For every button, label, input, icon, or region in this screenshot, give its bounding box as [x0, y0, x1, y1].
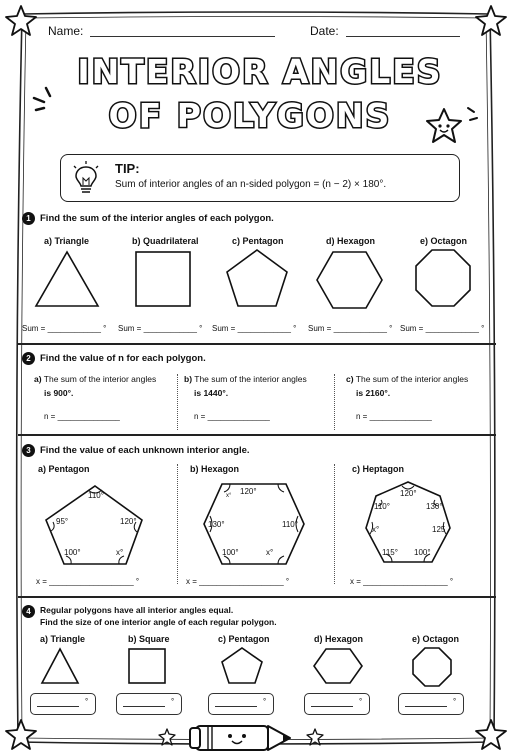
divider: [18, 596, 496, 598]
date-line: [346, 36, 460, 37]
star-icon: [4, 4, 38, 38]
answer-line: [123, 706, 165, 707]
angle-label: 120°: [120, 517, 137, 526]
question-number-badge: 1: [22, 212, 35, 225]
sparkle-icon: [466, 104, 482, 126]
degree-unit: °: [453, 697, 457, 706]
question-instruction-line2: Find the size of one interior angle of each regular polygon.: [40, 617, 277, 627]
question-instruction: Find the value of each unknown interior angle.: [40, 445, 250, 456]
angle-label: 100°: [414, 548, 431, 557]
q2-answer-a[interactable]: n = ______________: [44, 412, 120, 421]
answer-line: [215, 706, 257, 707]
dotted-divider: [177, 374, 178, 430]
smiling-star-icon: [424, 106, 464, 146]
angle-label: x°: [266, 548, 274, 557]
angle-label: 120°: [240, 487, 257, 496]
item-line2: is 2160°.: [356, 388, 391, 398]
q4-label-hexagon: d) Hexagon: [314, 634, 364, 644]
q2-answer-c[interactable]: n = ______________: [356, 412, 432, 421]
q4-label-square: b) Square: [128, 634, 170, 644]
q1-label-pentagon: c) Pentagon: [232, 236, 284, 246]
q4-answer-box-a[interactable]: [30, 693, 96, 715]
q4-label-octagon: e) Octagon: [412, 634, 460, 644]
q3-label-hexagon: b) Hexagon: [190, 464, 240, 474]
q1-answer-a[interactable]: Sum = ____________ °: [22, 324, 107, 333]
item-line2: is 900°.: [44, 388, 74, 398]
question-2: [0, 350, 512, 434]
q1-label-hexagon: d) Hexagon: [326, 236, 376, 246]
q2-item-c: [346, 374, 486, 421]
angle-label: 95°: [56, 517, 69, 526]
question-instruction-line1: Regular polygons have all interior angles equal.: [40, 605, 234, 615]
angle-label: x°: [116, 548, 124, 557]
degree-unit: °: [359, 697, 363, 706]
item-line1: The sum of the interior angles: [355, 374, 469, 384]
item-prefix: b): [184, 374, 193, 384]
answer-line: [37, 706, 79, 707]
name-label: Name:: [48, 24, 84, 38]
page-title-line2: OF POLYGONS: [108, 96, 392, 135]
angle-label: 110°: [374, 502, 390, 511]
q4-label-pentagon: c) Pentagon: [218, 634, 270, 644]
sparkle-icon: [28, 84, 52, 114]
q4-answer-box-e[interactable]: [398, 693, 464, 715]
question-instruction: Find the value of n for each polygon.: [40, 353, 206, 364]
q1-answer-b[interactable]: Sum = ____________ °: [118, 324, 203, 333]
square-shape: [136, 252, 190, 306]
item-prefix: c): [346, 374, 354, 384]
angle-label: 100°: [64, 548, 81, 557]
degree-unit: °: [171, 697, 175, 706]
square-shape: [129, 649, 165, 683]
angle-label: 130°: [426, 502, 443, 511]
question-instruction: Find the sum of the interior angles of each polygon.: [40, 213, 274, 224]
octagon-shape: [416, 250, 470, 306]
angle-label: 110°: [88, 491, 104, 500]
divider: [18, 434, 496, 436]
star-icon: [474, 4, 508, 38]
q1-answer-d[interactable]: Sum = ____________ °: [308, 324, 393, 333]
angle-label: 100°: [222, 548, 239, 557]
pentagon-shape: [222, 648, 262, 683]
name-field[interactable]: [48, 22, 278, 40]
answer-line: [405, 706, 447, 707]
answer-line: [311, 706, 353, 707]
triangle-shape: [42, 649, 78, 683]
star-icon: [158, 728, 176, 746]
item-prefix: a): [34, 374, 42, 384]
q2-item-b: [184, 374, 324, 421]
name-line: [90, 36, 275, 37]
q4-answer-box-d[interactable]: [304, 693, 370, 715]
q2-answer-b[interactable]: n = ______________: [194, 412, 270, 421]
star-icon: [4, 718, 38, 752]
divider: [18, 343, 496, 345]
item-line2: is 1440°.: [194, 388, 229, 398]
q1-answer-e[interactable]: Sum = ____________ °: [400, 324, 485, 333]
hexagon-shape: [317, 252, 382, 308]
angle-label: 130°: [208, 520, 225, 529]
angle-label: 120°: [400, 489, 417, 498]
q3-answer-b[interactable]: x = ___________________ °: [186, 577, 290, 586]
question-number-badge: 3: [22, 444, 35, 457]
degree-unit: °: [85, 697, 89, 706]
q3-answer-c[interactable]: x = ___________________ °: [350, 577, 454, 586]
q3-label-pentagon: a) Pentagon: [38, 464, 90, 474]
pentagon-shape: [227, 250, 287, 306]
q1-answer-c[interactable]: Sum = ____________ °: [212, 324, 297, 333]
q2-item-a: [34, 374, 174, 421]
item-line1: The sum of the interior angles: [43, 374, 157, 384]
question-4: [0, 603, 512, 721]
page-title-line1: INTERIOR ANGLES: [77, 52, 443, 91]
q1-label-quadrilateral: b) Quadrilateral: [132, 236, 199, 246]
question-3: [0, 442, 512, 592]
angle-label: x°: [372, 525, 380, 534]
pencil-icon: [186, 722, 296, 754]
question-number-badge: 4: [22, 605, 35, 618]
q1-label-triangle: a) Triangle: [44, 236, 90, 246]
tip-box: [60, 154, 460, 202]
q3-label-heptagon: c) Heptagon: [352, 464, 405, 474]
dotted-divider: [334, 374, 335, 430]
q3-shapes: [0, 442, 512, 592]
q4-label-triangle: a) Triangle: [40, 634, 86, 644]
angle-label: 110°: [282, 520, 298, 529]
question-1: [0, 208, 512, 344]
octagon-shape: [413, 648, 451, 686]
star-icon: [474, 718, 508, 752]
q1-label-octagon: e) Octagon: [420, 236, 468, 246]
q3-answer-a[interactable]: x = ___________________ °: [36, 577, 140, 586]
hexagon-shape: [314, 649, 362, 683]
angle-label: x°: [226, 493, 232, 499]
degree-unit: °: [263, 697, 267, 706]
item-line1: The sum of the interior angles: [194, 374, 307, 384]
date-field[interactable]: [310, 22, 470, 40]
angle-label: 115°: [382, 548, 398, 557]
q4-answer-box-b[interactable]: [116, 693, 182, 715]
tip-text: Sum of interior angles of an n-sided polygon = (n − 2) × 180°.: [115, 179, 387, 190]
q4-answer-box-c[interactable]: [208, 693, 274, 715]
tip-heading: TIP:: [115, 161, 140, 176]
angle-label: 125: [432, 525, 446, 534]
lightbulb-icon: [71, 161, 101, 195]
date-label: Date:: [310, 24, 339, 38]
star-icon: [306, 728, 324, 746]
triangle-shape: [36, 252, 98, 306]
question-number-badge: 2: [22, 352, 35, 365]
